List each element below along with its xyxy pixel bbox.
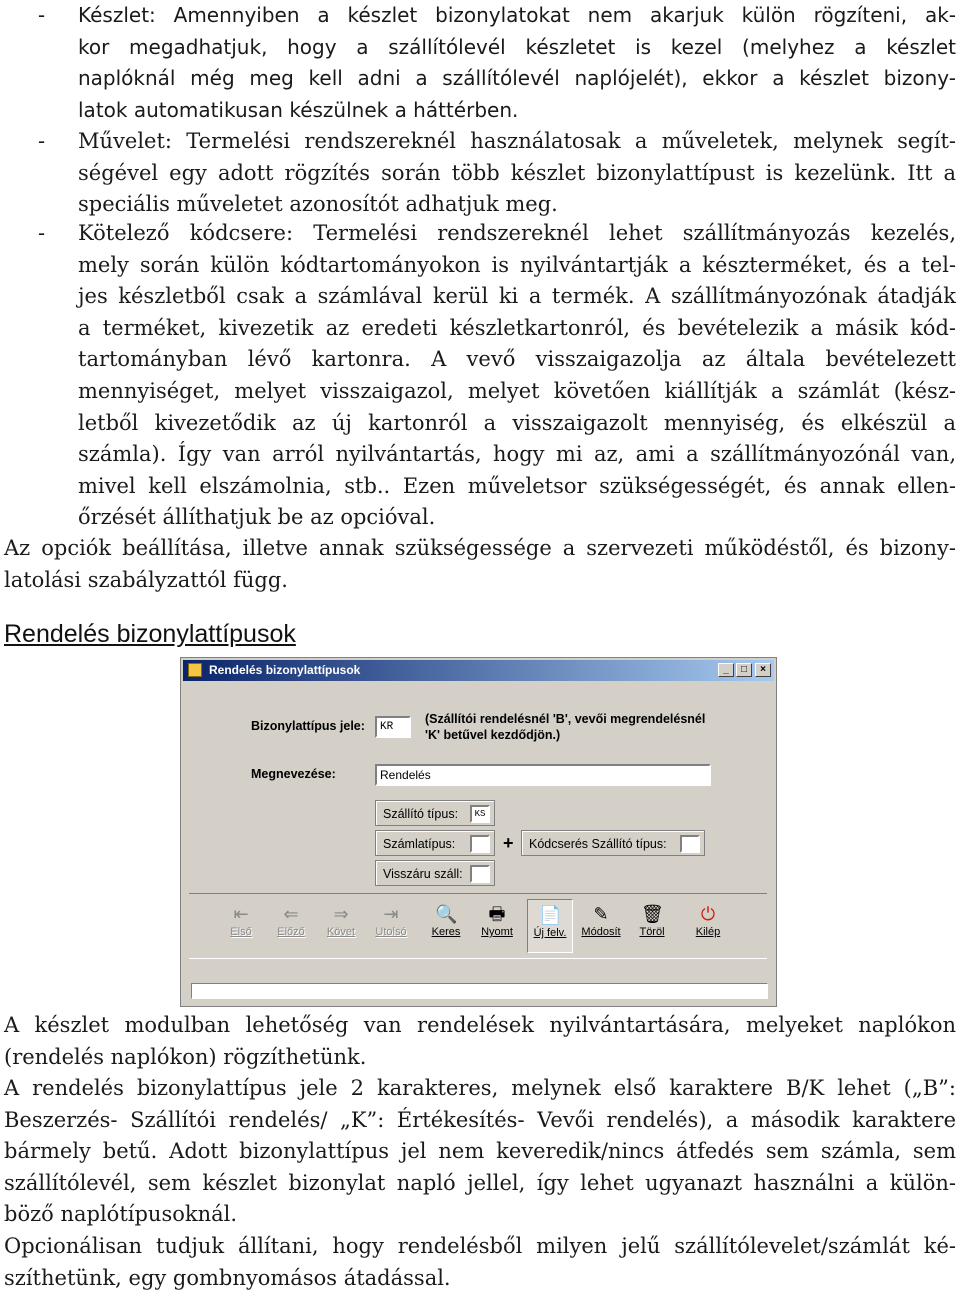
first-button[interactable] xyxy=(218,899,264,953)
code-label: Bizonylattípus jele: xyxy=(251,719,365,733)
window-titlebar xyxy=(183,660,774,681)
text-line: Művelet: Termelési rendszereknél használatosak a műveletek, melynek segít- xyxy=(78,129,956,153)
print-label: Nyomt xyxy=(481,926,513,938)
prev-button[interactable] xyxy=(268,899,314,953)
delivery-type-group xyxy=(375,800,495,826)
delete-label: Töröl xyxy=(639,926,665,938)
return-input[interactable] xyxy=(470,865,490,883)
text-line: (rendelés naplókon) rögzíthetünk. xyxy=(4,1044,367,1069)
text-line: ségével egy adott rögzítés során több készlet bizonylattípust is kezelünk. Itt a xyxy=(78,160,956,185)
name-input[interactable]: Rendelés xyxy=(375,764,711,786)
text-line: böző naplótípusoknál. xyxy=(4,1202,238,1227)
minimize-button[interactable]: _ xyxy=(718,663,734,677)
bullet-keszlet-text xyxy=(78,0,956,126)
invoice-type-input[interactable] xyxy=(470,835,490,853)
paragraph-rendeles-modul xyxy=(4,1010,956,1073)
return-label: Visszáru száll: xyxy=(383,867,463,881)
text-line: Kötelező kódcsere: Termelési rendszereknél lehet szállítmányozás kezelés, xyxy=(78,221,956,245)
text-line: letből kivezetődik az új kartonról a visszaigazolt mennyiség, és elkészül a xyxy=(78,410,956,435)
delete-button[interactable] xyxy=(629,899,675,953)
hint-line: 'K' betűvel kezdődjön.) xyxy=(425,728,561,742)
delivery-type-input[interactable]: KS xyxy=(470,805,490,823)
maximize-button[interactable]: □ xyxy=(736,663,752,677)
paragraph-jel-szabaly xyxy=(4,1073,956,1231)
text-line: Az opciók beállítása, illetve annak szükségessége a szervezeti működéstől, és bizony- xyxy=(4,536,956,560)
text-line: mely során külön kódtartományokon is nyilvántartják a készterméket, és a tel- xyxy=(78,252,956,277)
first-label: Első xyxy=(230,926,252,938)
prev-label: Előző xyxy=(277,926,305,938)
return-group xyxy=(375,860,495,886)
delete-icon: 🗑 xyxy=(641,904,664,924)
bullet-kodcsere-text xyxy=(78,218,956,534)
edit-label: Módosít xyxy=(581,926,621,938)
text-line: Opcionálisan tudjuk állítani, hogy rendelésből milyen jelű szállítólevelet/számlát ké- xyxy=(4,1234,956,1258)
status-bar xyxy=(191,983,768,999)
app-icon xyxy=(188,663,202,677)
delivery-type-label: Szállító típus: xyxy=(383,807,459,821)
first-icon: ⇤ xyxy=(233,904,249,924)
new-record-label: Új felv. xyxy=(533,927,567,939)
text-line: mennyiséget, melyet visszaigazol, melyet követően kiállítják a számlát (kész- xyxy=(78,378,956,403)
text-line: a terméket, kivezetik az eredeti készletkartonról, és bevételezik a másik kód- xyxy=(78,315,956,340)
codeswap-type-label: Kódcserés Szállító típus: xyxy=(529,837,667,851)
next-icon: ⇒ xyxy=(333,904,349,924)
search-icon: 🔍 xyxy=(435,904,458,924)
last-button[interactable] xyxy=(368,899,414,953)
last-icon: ⇥ xyxy=(383,904,399,924)
section-heading: Rendelés bizonylattípusok xyxy=(4,620,296,648)
print-button[interactable] xyxy=(474,899,520,953)
navigation-toolbar xyxy=(189,893,767,959)
last-label: Utolsó xyxy=(375,926,407,938)
text-line: szállítólevél, sem készlet bizonylat napló jellel, így lehet ugyanazt használni a külön- xyxy=(4,1170,956,1195)
text-line: A rendelés bizonylattípus jele 2 karakteres, melynek első karaktere B/K lehet („B”: xyxy=(4,1076,956,1100)
code-input[interactable]: KR xyxy=(375,716,411,738)
text-line: szíthetünk, egy gombnyomásos átadással. xyxy=(4,1265,451,1290)
text-line: tartományban lévő kartonra. A vevő visszaigazolja az általa bevételezett xyxy=(78,347,956,372)
next-button[interactable] xyxy=(318,899,364,953)
options-paragraph xyxy=(4,533,956,596)
close-button[interactable]: × xyxy=(755,663,771,677)
text-line: jes készletből csak a számlával kerül ki a termék. A szállítmányozónak átadják xyxy=(78,284,956,309)
hint-line: (Szállítói rendelésnél 'B', vevői megrendelésnél xyxy=(425,712,706,726)
text-line: Beszerzés- Szállítói rendelés/ „K”: Értékesítés- Vevői rendelés), a második karaktere xyxy=(4,1107,956,1132)
codeswap-type-input[interactable] xyxy=(680,835,700,853)
search-label: Keres xyxy=(431,926,461,938)
edit-icon: ✎ xyxy=(593,904,609,924)
paragraph-opcionalis xyxy=(4,1231,956,1294)
print-icon: 🖶 xyxy=(488,904,506,924)
text-line: naplóknál még meg kell adni a szállítólevél naplójelét), ekkor a készlet bizony- xyxy=(78,66,956,91)
new-record-button[interactable] xyxy=(527,899,573,953)
new-record-icon: 📄 xyxy=(539,905,562,925)
invoice-type-label: Számlatípus: xyxy=(383,837,456,851)
text-line: kor megadhatjuk, hogy a szállítólevél készletet is kezel (melyhez a készlet xyxy=(78,34,956,59)
window-title: Rendelés bizonylattípusok xyxy=(209,663,361,677)
text-line: latolási szabályzattól függ. xyxy=(4,567,288,592)
name-label: Megnevezése: xyxy=(251,767,336,781)
text-line: speciális műveletet azonosítót adhatjuk meg. xyxy=(78,192,558,217)
prev-icon: ⇐ xyxy=(283,904,299,924)
bullet-dash: - xyxy=(38,129,46,153)
text-line: számla). Így van arról nyilvántartás, hogy mi az, ami a szállítmányozónál van, xyxy=(78,442,956,467)
exit-label: Kilép xyxy=(695,926,721,938)
text-line: őrzését állíthatjuk be az opcióval. xyxy=(78,505,436,530)
bullet-dash: - xyxy=(38,3,46,27)
text-line: Készlet: Amennyiben a készlet bizonylatokat nem akarjuk külön rögzíteni, ak- xyxy=(78,3,956,27)
text-line: bármely betű. Adott bizonylattípus jel nem keveredik/nincs átfedés sem számla, sem xyxy=(4,1139,956,1164)
exit-icon: ⏻ xyxy=(700,904,716,924)
bullet-dash: - xyxy=(38,221,46,245)
edit-button[interactable] xyxy=(578,899,624,953)
plus-sign: + xyxy=(503,833,514,853)
next-label: Követ xyxy=(326,926,356,938)
codeswap-type-group xyxy=(521,830,705,856)
invoice-type-group xyxy=(375,830,495,856)
exit-button[interactable] xyxy=(685,899,731,953)
bullet-muvelet-text xyxy=(78,126,956,221)
rendeles-bizonylattipusok-window xyxy=(180,657,777,1007)
search-button[interactable] xyxy=(423,899,469,953)
text-line: A készlet modulban lehetőség van rendelések nyilvántartására, melyeket naplókon xyxy=(4,1013,956,1037)
text-line: latok automatikusan készülnek a háttérben. xyxy=(78,97,519,122)
code-hint xyxy=(425,711,765,743)
text-line: mivel kell elszámolnia, stb.. Ezen műveletsor szükségességét, és annak ellen- xyxy=(78,473,956,498)
